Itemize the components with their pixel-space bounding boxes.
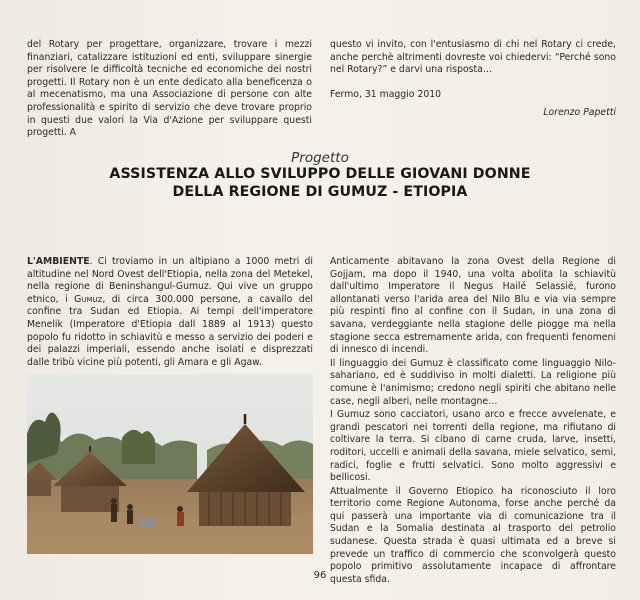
letter-signature: Lorenzo Papetti <box>543 107 616 119</box>
village-huts-photo <box>27 374 313 554</box>
body-left-column <box>27 256 313 369</box>
government-paragraph: Attualmente il Governo Etiopico ha riconosciuto il loro territorio come Regione Autonoma, forse anche perché da qui passerà una importante via di comunicazione tra il Sudan e la Somalia destinata al trasporto del petrolio sudanese. Questa strada è quasi ultimata ed a breve si prevede un traffico di commercio che sconvolgerà questo popolo primitivo assolutamente incapace di affrontare questa sfida. <box>330 485 616 585</box>
environment-text-part-2: , di circa 300.000 persone, a cavallo del confine tra Sudan ed Etiopia. Ai tempi dell'imperatore Menelik (Imperatore d'Etiopia dall 1889 al 1913) questo popolo fu ridotto in schiavitù e messo a servizio dei poderi e dei palazzi imperiali, essendo anche isolati e disprezzati dalle tribù vicine più potenti, gli Amara e gli Agaw. <box>27 293 313 368</box>
letter-date: Fermo, 31 maggio 2010 <box>330 88 442 100</box>
environment-text-part-1: . Ci troviamo in un altipiano a 1000 metri di altitudine nel Nord Ovest dell'Etiopia, nella zona del Metekel, nella regione di Beninshangul-Gumuz. Qui vive un gruppo etnico, i <box>27 256 313 305</box>
top-right-column <box>330 39 616 120</box>
top-left-column <box>27 39 312 140</box>
article-title-line-2: DELLA REGIONE DI GUMUZ - ETIOPIA <box>172 183 468 200</box>
environment-paragraph <box>27 256 313 369</box>
article-title-block <box>60 150 580 201</box>
history-paragraph: Anticamente abitavano la zona Ovest della Regione di Gojjam, ma dopo il 1940, una volta abolita la schiavitù dall'ultimo Imperatore il Negus Hailé Selassié, furono allontanati verso l'arida area del Nilo Blu e via via sempre più respinti fino al confine con il Sudan, in una zona di savana, verdeggiante nella stagione delle piogge ma nella stagione secca estremamente arida, con frequenti fenomeni di innesco di incendi. <box>330 256 616 356</box>
customs-paragraph: I Gumuz sono cacciatori, usano arco e frecce avvelenate, e grandi pescatori nei torrenti della regione, ma rifiutano di coltivare la terra. Si cibano di carne cruda, larve, insetti, roditori, uccelli e animali della savana, miele selvatico, semi, radici, foglie e frutti selvatici. Sono molto aggressivi e bellicosi. <box>330 409 616 484</box>
top-right-paragraph: questo vi invito, con l'entusiasmo di chi nel Rotary ci crede, anche perchè altrimenti dovreste voi chiedervi: “Perché sono nel Rotary?” e darvi una risposta… <box>330 39 616 76</box>
section-lead: L'AMBIENTE <box>27 256 90 267</box>
body-right-column <box>330 256 616 586</box>
article-title-line-1: ASSISTENZA ALLO SVILUPPO DELLE GIOVANI DONNE <box>109 166 531 182</box>
top-left-paragraph: del Rotary per progettare, organizzare, trovare i mezzi finanziari, catalizzare istituzioni ed enti, sviluppare sinergie per risolvere le difficoltà tecniche ed economiche dei nostri progetti. Il Rotary non è un ente dedicato alla beneficenza o al mecenatismo, ma una Associazione di persone con alte professionalità e spirito di servizio che deve trovare proprio in questi due valori la Via d'Azione per sviluppare questi progetti. A <box>27 39 312 139</box>
gumuz-smallcaps: Gumuz <box>74 293 103 305</box>
page-number: 96 <box>313 570 327 581</box>
language-paragraph: Il linguaggio dei Gumuz è classificato come linguaggio Nilo-sahariano, ed è suddiviso in molti dialetti. La religione più comune è l'animismo; credono negli spiriti che abitano nelle case, negli alberi, nelle montagne… <box>330 357 616 407</box>
article-kicker: Progetto <box>291 150 349 166</box>
